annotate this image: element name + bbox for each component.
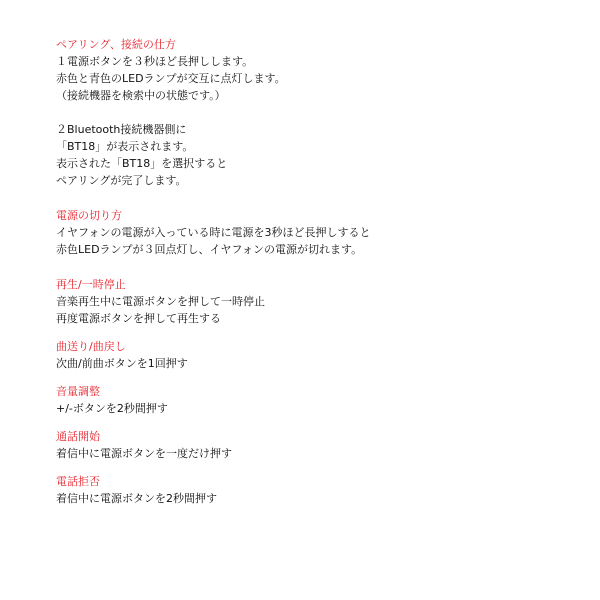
- pairing-select-line: 表示された「BT18」を選択すると: [56, 157, 228, 170]
- section-heading-power-off: 電源の切り方: [56, 209, 122, 222]
- section-heading-reject-call: 電話拒否: [56, 475, 100, 488]
- pairing-searching-line: （接続機器を検索中の状態です。）: [56, 89, 226, 102]
- section-reject-call: [56, 473, 576, 507]
- section-heading-track-skip: 曲送り/曲戻し: [56, 340, 126, 353]
- volume-line: +/-ボタンを2秒間押す: [56, 402, 168, 415]
- track-skip-line: 次曲/前曲ボタンを1回押す: [56, 357, 188, 370]
- instruction-text-block: [56, 36, 576, 507]
- pairing-step-1-line: １電源ボタンを３秒ほど長押しします。: [56, 55, 254, 68]
- power-off-line-2: 赤色LEDランプが３回点灯し、イヤフォンの電源が切れます。: [56, 243, 363, 256]
- reject-call-line: 着信中に電源ボタンを2秒間押す: [56, 492, 217, 505]
- pairing-device-shown-line: 「BT18」が表示されます。: [56, 140, 194, 153]
- section-spacer: [56, 327, 576, 338]
- pairing-step-2-line: ２Bluetooth接続機器側に: [56, 123, 187, 136]
- power-off-line-1: イヤフォンの電源が入っている時に電源を3秒ほど長押しすると: [56, 226, 371, 239]
- section-track-skip: [56, 338, 576, 372]
- play-pause-line-1: 音楽再生中に電源ボタンを押して一時停止: [56, 295, 265, 308]
- section-spacer: [56, 189, 576, 207]
- section-pairing: [56, 36, 576, 189]
- section-answer-call: [56, 428, 576, 462]
- section-spacer: [56, 462, 576, 473]
- pairing-led-line: 赤色と青色のLEDランプが交互に点灯します。: [56, 72, 286, 85]
- section-play-pause: [56, 276, 576, 327]
- section-heading-volume: 音量調整: [56, 385, 100, 398]
- pairing-complete-line: ペアリングが完了します。: [56, 174, 187, 187]
- section-heading-answer-call: 通話開始: [56, 430, 100, 443]
- section-spacer: [56, 372, 576, 383]
- section-spacer: [56, 258, 576, 276]
- section-spacer: [56, 417, 576, 428]
- section-volume: [56, 383, 576, 417]
- answer-call-line: 着信中に電源ボタンを一度だけ押す: [56, 447, 232, 460]
- section-power-off: [56, 207, 576, 258]
- section-heading-play-pause: 再生/一時停止: [56, 278, 126, 291]
- pairing-blank-line: [56, 104, 576, 121]
- play-pause-line-2: 再度電源ボタンを押して再生する: [56, 312, 221, 325]
- section-heading-pairing: ペアリング、接続の仕方: [56, 38, 176, 51]
